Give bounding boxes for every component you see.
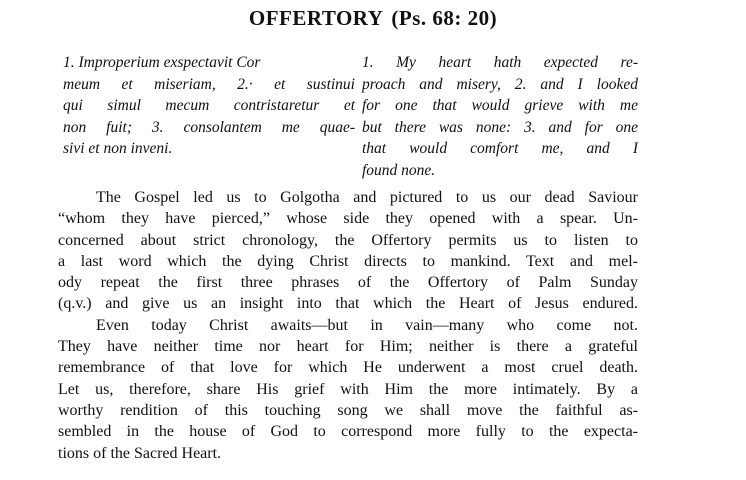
latin-line: sivi et non inveni. <box>63 140 173 157</box>
english-text-column <box>362 52 638 181</box>
latin-line: non fuit; 3. consolantem me quae- <box>63 118 355 136</box>
paragraph-line: Even today Christ awaits—but in vain—many who come not. <box>96 316 638 334</box>
paragraph-line: Let us, therefore, share His grief with Him the more intimately. By a <box>58 380 638 398</box>
commentary-text <box>58 187 638 464</box>
paragraph-line: worthy rendition of this touching song we shall move the faithful as- <box>58 401 638 419</box>
latin-text-column <box>63 52 355 160</box>
paragraph-2 <box>58 315 638 464</box>
paragraph-line: sembled in the house of God to correspond more fully to the expecta- <box>58 423 638 441</box>
heading-title: OFFERTORY <box>248 6 384 30</box>
offertory-heading <box>0 6 746 31</box>
latin-line: meum et miseriam, 2.· et sustinui <box>63 75 355 93</box>
paragraph-line: They have neither time nor heart for Him; neither is there a grateful <box>58 338 638 356</box>
english-line: proach and misery, 2. and I looked <box>362 75 638 93</box>
paragraph-line: “whom they have pierced,” whose side they opened with a spear. Un- <box>58 210 638 228</box>
paragraph-line: concerned about strict chronology, the Offertory permits us to listen to <box>58 231 638 249</box>
english-line: that would comfort me, and I <box>362 140 638 157</box>
paragraph-line: remembrance of that love for which He underwent a most cruel death. <box>58 359 638 377</box>
latin-line: qui simul mecum contristaretur et <box>63 97 355 114</box>
paragraph-1 <box>58 187 638 315</box>
english-line: but there was none: 3. and for one <box>362 118 638 136</box>
paragraph-line: tions of the Sacred Heart. <box>58 444 222 462</box>
paragraph-line: (q.v.) and give us an insight into that which the Heart of Jesus endured. <box>58 295 638 313</box>
paragraph-line: ody repeat the first three phrases of the Offertory of Palm Sunday <box>58 274 638 292</box>
english-line: for one that would grieve with me <box>362 97 638 114</box>
paragraph-line: a last word which the dying Christ directs to mankind. Text and mel- <box>58 252 638 270</box>
english-line: 1. My heart hath expected re- <box>362 54 638 71</box>
heading-psalm-reference: (Ps. 68: 20) <box>391 6 498 30</box>
latin-line: 1. Improperium exspectavit Cor <box>63 54 261 71</box>
english-line: found none. <box>362 161 436 179</box>
paragraph-line: The Gospel led us to Golgotha and pictured to us our dead Saviour <box>96 189 638 206</box>
